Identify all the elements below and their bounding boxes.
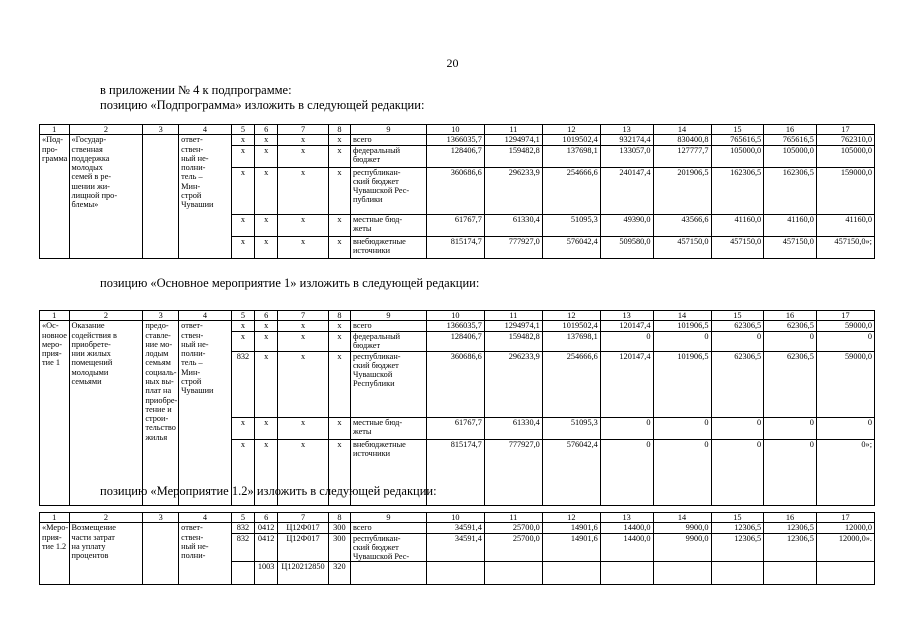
value-cell: 41160,0 bbox=[764, 214, 817, 236]
grbs-cell: х bbox=[231, 145, 254, 167]
value-cell: 14400,0 bbox=[600, 533, 653, 562]
grbs-cell: х bbox=[231, 439, 254, 505]
value-cell: 162306,5 bbox=[764, 167, 817, 214]
value-cell: 128406,7 bbox=[426, 145, 484, 167]
col-header: 17 bbox=[816, 311, 874, 321]
col-header: 14 bbox=[653, 513, 711, 523]
value-cell bbox=[816, 562, 874, 585]
value-cell: 0 bbox=[653, 439, 711, 505]
value-cell: 765616,5 bbox=[711, 135, 764, 145]
value-cell: 762310,0 bbox=[816, 135, 874, 145]
value-cell: 457150,0 bbox=[653, 236, 711, 258]
col-header: 16 bbox=[764, 311, 817, 321]
expense-type-cell: х bbox=[328, 321, 350, 331]
grbs-cell: 832 bbox=[231, 351, 254, 417]
row-label-name: Возмещение части затрат на уплату процентов bbox=[69, 523, 143, 585]
funding-source-cell: внебюджетные источники bbox=[350, 439, 426, 505]
value-cell: 14901,6 bbox=[542, 533, 600, 562]
value-cell: 137698,1 bbox=[542, 145, 600, 167]
col-header: 2 bbox=[69, 125, 143, 135]
value-cell: 137698,1 bbox=[542, 331, 600, 351]
col-header: 12 bbox=[542, 125, 600, 135]
col-header: 1 bbox=[40, 513, 70, 523]
target-article-cell: х bbox=[278, 167, 329, 214]
value-cell: 509580,0 bbox=[600, 236, 653, 258]
funding-source-cell: республикан- ский бюджет Чувашской Республики bbox=[350, 351, 426, 417]
target-article-cell: х bbox=[278, 145, 329, 167]
value-cell: 0 bbox=[653, 331, 711, 351]
row-label-task bbox=[143, 135, 179, 258]
grbs-cell: 832 bbox=[231, 533, 254, 562]
value-cell: 61767,7 bbox=[426, 214, 484, 236]
value-cell: 765616,5 bbox=[764, 135, 817, 145]
value-cell: 0 bbox=[816, 417, 874, 439]
col-header: 16 bbox=[764, 513, 817, 523]
grbs-cell: х bbox=[231, 214, 254, 236]
value-cell bbox=[600, 562, 653, 585]
section-cell: 0412 bbox=[255, 523, 278, 533]
value-cell: 127777,7 bbox=[653, 145, 711, 167]
value-cell: 51095,3 bbox=[542, 214, 600, 236]
value-cell: 12306,5 bbox=[711, 523, 764, 533]
value-cell: 62306,5 bbox=[711, 321, 764, 331]
col-header: 3 bbox=[143, 125, 179, 135]
value-cell: 12306,5 bbox=[711, 533, 764, 562]
value-cell: 0 bbox=[600, 331, 653, 351]
col-header: 12 bbox=[542, 311, 600, 321]
col-header: 13 bbox=[600, 311, 653, 321]
col-header: 5 bbox=[231, 513, 254, 523]
value-cell: 120147,4 bbox=[600, 351, 653, 417]
funding-source-cell: внебюджетные источники bbox=[350, 236, 426, 258]
funding-source-cell: всего bbox=[350, 135, 426, 145]
value-cell: 815174,7 bbox=[426, 439, 484, 505]
value-cell: 120147,4 bbox=[600, 321, 653, 331]
expense-type-cell: 320 bbox=[328, 562, 350, 585]
value-cell: 0 bbox=[600, 417, 653, 439]
value-cell: 133057,0 bbox=[600, 145, 653, 167]
row-label-executor: ответ- ствен- ный не- полни- тель – Мин- строй Чувашии bbox=[179, 321, 232, 505]
value-cell: 105000,0 bbox=[816, 145, 874, 167]
expense-type-cell: х bbox=[328, 214, 350, 236]
col-header: 5 bbox=[231, 125, 254, 135]
col-header: 8 bbox=[328, 513, 350, 523]
grbs-cell: 832 bbox=[231, 523, 254, 533]
target-article-cell: х bbox=[278, 135, 329, 145]
col-header: 3 bbox=[143, 311, 179, 321]
value-cell: 159482,8 bbox=[484, 331, 542, 351]
value-cell: 43566,6 bbox=[653, 214, 711, 236]
col-header: 2 bbox=[69, 513, 143, 523]
value-cell: 0 bbox=[653, 417, 711, 439]
row-label-code: «Ос- новное меро- прия- тие 1 bbox=[40, 321, 70, 505]
row-label-code: «Под- про- грамма bbox=[40, 135, 70, 258]
col-header: 1 bbox=[40, 311, 70, 321]
col-header: 6 bbox=[255, 513, 278, 523]
grbs-cell: х bbox=[231, 331, 254, 351]
value-cell: 62306,5 bbox=[711, 351, 764, 417]
value-cell: 296233,9 bbox=[484, 351, 542, 417]
value-cell: 201906,5 bbox=[653, 167, 711, 214]
funding-source-cell: республикан- ский бюджет Чувашской Рес- bbox=[350, 533, 426, 562]
col-header: 14 bbox=[653, 311, 711, 321]
value-cell: 1366035,7 bbox=[426, 321, 484, 331]
value-cell: 0 bbox=[600, 439, 653, 505]
expense-type-cell: х bbox=[328, 351, 350, 417]
col-header: 9 bbox=[350, 513, 426, 523]
section-cell: х bbox=[255, 331, 278, 351]
value-cell: 159482,8 bbox=[484, 145, 542, 167]
expense-type-cell: х bbox=[328, 145, 350, 167]
value-cell: 1019502,4 bbox=[542, 321, 600, 331]
value-cell: 0 bbox=[711, 331, 764, 351]
funding-source-cell: республикан- ский бюджет Чувашской Рес- публики bbox=[350, 167, 426, 214]
value-cell bbox=[484, 562, 542, 585]
value-cell: 254666,6 bbox=[542, 351, 600, 417]
value-cell bbox=[426, 562, 484, 585]
table-row bbox=[40, 135, 875, 145]
col-header: 16 bbox=[764, 125, 817, 135]
heading-main-activity-1: позицию «Основное мероприятие 1» изложить в следующей редакции: bbox=[100, 276, 480, 290]
col-header: 9 bbox=[350, 125, 426, 135]
value-cell: 105000,0 bbox=[711, 145, 764, 167]
value-cell: 240147,4 bbox=[600, 167, 653, 214]
col-header: 11 bbox=[484, 125, 542, 135]
section-cell: х bbox=[255, 145, 278, 167]
col-header: 5 bbox=[231, 311, 254, 321]
value-cell: 59000,0 bbox=[816, 321, 874, 331]
value-cell: 62306,5 bbox=[764, 321, 817, 331]
value-cell: 41160,0 bbox=[816, 214, 874, 236]
col-header: 4 bbox=[179, 513, 232, 523]
col-header: 14 bbox=[653, 125, 711, 135]
value-cell: 0»; bbox=[816, 439, 874, 505]
value-cell: 62306,5 bbox=[764, 351, 817, 417]
col-header: 6 bbox=[255, 125, 278, 135]
section-cell: х bbox=[255, 439, 278, 505]
value-cell: 360686,6 bbox=[426, 351, 484, 417]
value-cell: 61330,4 bbox=[484, 214, 542, 236]
target-article-cell: х bbox=[278, 321, 329, 331]
value-cell: 0 bbox=[711, 439, 764, 505]
section-cell: х bbox=[255, 236, 278, 258]
value-cell: 815174,7 bbox=[426, 236, 484, 258]
target-article-cell: х bbox=[278, 417, 329, 439]
header-row bbox=[40, 125, 875, 135]
main-activity-1-table bbox=[39, 310, 875, 506]
row-label-executor: ответ- ствен- ный не- полни- bbox=[179, 523, 232, 585]
target-article-cell: х bbox=[278, 351, 329, 417]
table-row bbox=[40, 321, 875, 331]
value-cell: 0 bbox=[816, 331, 874, 351]
target-article-cell: х bbox=[278, 331, 329, 351]
col-header: 17 bbox=[816, 513, 874, 523]
row-label-name: Оказание содействия в приобрете- нии жилых помещений молодыми семьями bbox=[69, 321, 143, 505]
section-cell: 0412 bbox=[255, 533, 278, 562]
heading-subprogram: позицию «Подпрограмма» изложить в следующей редакции: bbox=[100, 98, 425, 112]
value-cell: 34591,4 bbox=[426, 533, 484, 562]
col-header: 15 bbox=[711, 125, 764, 135]
value-cell: 12000,0 bbox=[816, 523, 874, 533]
target-article-cell: Ц12Ф017 bbox=[278, 533, 329, 562]
row-label-executor: ответ- ствен- ный не- полни- тель – Мин- строй Чувашии bbox=[179, 135, 232, 258]
activity-1-2-table bbox=[39, 512, 875, 585]
value-cell: 9900,0 bbox=[653, 523, 711, 533]
value-cell: 12000,0». bbox=[816, 533, 874, 562]
value-cell: 830400,8 bbox=[653, 135, 711, 145]
target-article-cell: Ц120212850 bbox=[278, 562, 329, 585]
expense-type-cell: х bbox=[328, 167, 350, 214]
value-cell: 576042,4 bbox=[542, 439, 600, 505]
value-cell: 49390,0 bbox=[600, 214, 653, 236]
target-article-cell: х bbox=[278, 214, 329, 236]
value-cell: 61767,7 bbox=[426, 417, 484, 439]
value-cell: 457150,0 bbox=[764, 236, 817, 258]
header-row bbox=[40, 311, 875, 321]
heading-activity-1-2: позицию «Мероприятие 1.2» изложить в следующей редакции: bbox=[100, 484, 437, 498]
value-cell: 254666,6 bbox=[542, 167, 600, 214]
funding-source-cell: всего bbox=[350, 523, 426, 533]
col-header: 9 bbox=[350, 311, 426, 321]
value-cell: 12306,5 bbox=[764, 533, 817, 562]
value-cell: 51095,3 bbox=[542, 417, 600, 439]
funding-source-cell bbox=[350, 562, 426, 585]
value-cell: 1366035,7 bbox=[426, 135, 484, 145]
intro-line: в приложении № 4 к подпрограмме: bbox=[100, 83, 292, 97]
value-cell: 162306,5 bbox=[711, 167, 764, 214]
col-header: 11 bbox=[484, 311, 542, 321]
col-header: 8 bbox=[328, 125, 350, 135]
col-header: 7 bbox=[278, 125, 329, 135]
value-cell: 34591,4 bbox=[426, 523, 484, 533]
value-cell: 1294974,1 bbox=[484, 321, 542, 331]
value-cell bbox=[542, 562, 600, 585]
funding-source-cell: местные бюд- жеты bbox=[350, 417, 426, 439]
value-cell: 101906,5 bbox=[653, 321, 711, 331]
value-cell: 0 bbox=[764, 439, 817, 505]
section-cell: х bbox=[255, 417, 278, 439]
expense-type-cell: х bbox=[328, 439, 350, 505]
value-cell: 0 bbox=[764, 331, 817, 351]
col-header: 13 bbox=[600, 125, 653, 135]
funding-source-cell: федеральный бюджет bbox=[350, 145, 426, 167]
value-cell bbox=[711, 562, 764, 585]
grbs-cell: х bbox=[231, 167, 254, 214]
value-cell: 0 bbox=[764, 417, 817, 439]
col-header: 2 bbox=[69, 311, 143, 321]
target-article-cell: х bbox=[278, 439, 329, 505]
header-row bbox=[40, 513, 875, 523]
value-cell bbox=[764, 562, 817, 585]
target-article-cell: х bbox=[278, 236, 329, 258]
value-cell bbox=[653, 562, 711, 585]
col-header: 10 bbox=[426, 125, 484, 135]
col-header: 7 bbox=[278, 311, 329, 321]
col-header: 15 bbox=[711, 513, 764, 523]
grbs-cell bbox=[231, 562, 254, 585]
value-cell: 159000,0 bbox=[816, 167, 874, 214]
col-header: 8 bbox=[328, 311, 350, 321]
section-cell: х bbox=[255, 351, 278, 417]
expense-type-cell: 300 bbox=[328, 523, 350, 533]
col-header: 1 bbox=[40, 125, 70, 135]
value-cell: 1294974,1 bbox=[484, 135, 542, 145]
col-header: 7 bbox=[278, 513, 329, 523]
section-cell: х bbox=[255, 214, 278, 236]
value-cell: 457150,0»; bbox=[816, 236, 874, 258]
funding-source-cell: всего bbox=[350, 321, 426, 331]
value-cell: 41160,0 bbox=[711, 214, 764, 236]
col-header: 6 bbox=[255, 311, 278, 321]
grbs-cell: х bbox=[231, 236, 254, 258]
value-cell: 777927,0 bbox=[484, 439, 542, 505]
value-cell: 296233,9 bbox=[484, 167, 542, 214]
value-cell: 25700,0 bbox=[484, 533, 542, 562]
value-cell: 360686,6 bbox=[426, 167, 484, 214]
value-cell: 576042,4 bbox=[542, 236, 600, 258]
value-cell: 0 bbox=[711, 417, 764, 439]
col-header: 17 bbox=[816, 125, 874, 135]
expense-type-cell: х bbox=[328, 331, 350, 351]
value-cell: 777927,0 bbox=[484, 236, 542, 258]
funding-source-cell: местные бюд- жеты bbox=[350, 214, 426, 236]
section-cell: х bbox=[255, 167, 278, 214]
value-cell: 25700,0 bbox=[484, 523, 542, 533]
funding-source-cell: федеральный бюджет bbox=[350, 331, 426, 351]
value-cell: 932174,4 bbox=[600, 135, 653, 145]
value-cell: 105000,0 bbox=[764, 145, 817, 167]
subprogram-table bbox=[39, 124, 875, 259]
value-cell: 457150,0 bbox=[711, 236, 764, 258]
value-cell: 61330,4 bbox=[484, 417, 542, 439]
col-header: 11 bbox=[484, 513, 542, 523]
expense-type-cell: 300 bbox=[328, 533, 350, 562]
value-cell: 9900,0 bbox=[653, 533, 711, 562]
row-label-name: «Государ- ственная поддержка молодых семей в ре- шении жи- лищной про- блемы» bbox=[69, 135, 143, 258]
expense-type-cell: х bbox=[328, 417, 350, 439]
grbs-cell: х bbox=[231, 417, 254, 439]
section-cell: х bbox=[255, 135, 278, 145]
value-cell: 59000,0 bbox=[816, 351, 874, 417]
grbs-cell: х bbox=[231, 321, 254, 331]
row-label-task: предо- ставле- ние мо- лодым семьям социаль- ных вы- плат на приобре- тение и строи- тельство жилья bbox=[143, 321, 179, 505]
row-label-task bbox=[143, 523, 179, 585]
col-header: 10 bbox=[426, 513, 484, 523]
grbs-cell: х bbox=[231, 135, 254, 145]
col-header: 15 bbox=[711, 311, 764, 321]
value-cell: 1019502,4 bbox=[542, 135, 600, 145]
value-cell: 128406,7 bbox=[426, 331, 484, 351]
col-header: 3 bbox=[143, 513, 179, 523]
col-header: 10 bbox=[426, 311, 484, 321]
value-cell: 14400,0 bbox=[600, 523, 653, 533]
table-row bbox=[40, 523, 875, 533]
row-label-code: «Меро- прия- тие 1.2 bbox=[40, 523, 70, 585]
col-header: 12 bbox=[542, 513, 600, 523]
col-header: 4 bbox=[179, 125, 232, 135]
expense-type-cell: х bbox=[328, 236, 350, 258]
col-header: 13 bbox=[600, 513, 653, 523]
value-cell: 12306,5 bbox=[764, 523, 817, 533]
section-cell: 1003 bbox=[255, 562, 278, 585]
value-cell: 14901,6 bbox=[542, 523, 600, 533]
section-cell: х bbox=[255, 321, 278, 331]
expense-type-cell: х bbox=[328, 135, 350, 145]
col-header: 4 bbox=[179, 311, 232, 321]
page-number: 20 bbox=[446, 56, 459, 70]
value-cell: 101906,5 bbox=[653, 351, 711, 417]
target-article-cell: Ц12Ф017 bbox=[278, 523, 329, 533]
